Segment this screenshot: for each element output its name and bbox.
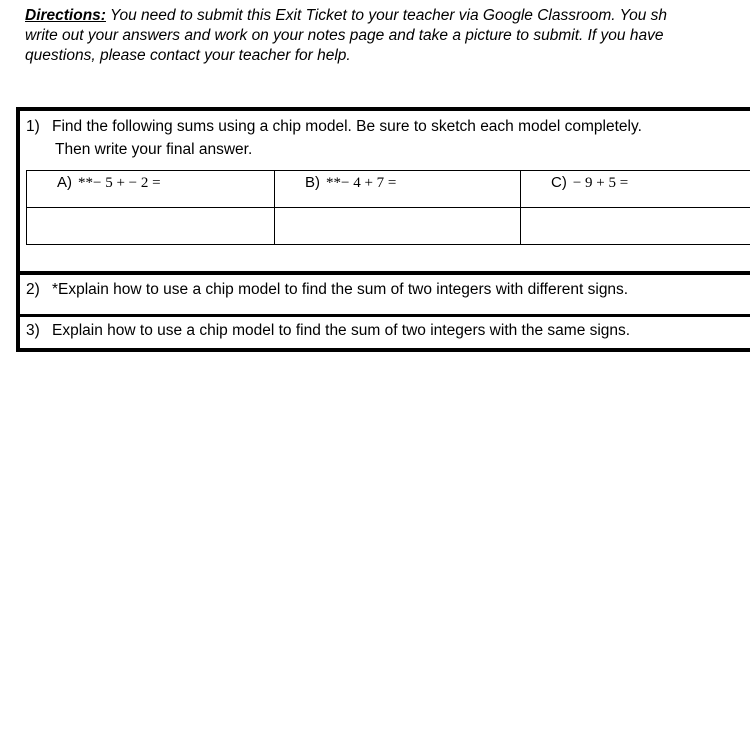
question-3-number: 3) — [26, 322, 40, 339]
question-1-text — [26, 115, 642, 161]
part-c-answer-cell[interactable] — [521, 208, 750, 245]
part-c-cell — [521, 171, 750, 208]
exit-ticket-table — [16, 107, 750, 352]
part-c-label: C) — [551, 174, 567, 191]
table-row — [27, 171, 750, 208]
part-b-answer-cell[interactable] — [275, 208, 521, 245]
part-b-label: B) — [305, 174, 320, 191]
question-1-line-1: Find the following sums using a chip model. Be sure to sketch each model completely. — [52, 118, 642, 135]
divider — [20, 271, 750, 275]
part-a-expression: **− 5 + − 2 = — [78, 175, 161, 191]
part-a-answer-cell[interactable] — [27, 208, 275, 245]
divider — [20, 314, 750, 317]
question-2-number: 2) — [26, 281, 40, 298]
part-a-label: A) — [57, 174, 72, 191]
part-b-expression: **− 4 + 7 = — [326, 175, 397, 191]
directions-line-3: questions, please contact your teacher for help. — [25, 47, 351, 64]
table-row — [27, 208, 750, 245]
question-2 — [26, 279, 628, 301]
question-2-text: *Explain how to use a chip model to find the sum of two integers with different signs. — [52, 281, 629, 298]
question-1-line-2: Then write your final answer. — [55, 141, 253, 158]
question-3-text: Explain how to use a chip model to find the sum of two integers with the same signs. — [52, 322, 631, 339]
question-1-number: 1) — [26, 118, 40, 135]
part-c-expression: − 9 + 5 = — [572, 175, 629, 191]
chip-model-table — [26, 170, 750, 245]
question-1 — [20, 111, 750, 275]
part-b-cell — [275, 171, 521, 208]
question-3 — [26, 320, 630, 342]
directions-line-1: Directions: You need to submit this Exit Ticket to your teacher via Google Classroom. You sh — [25, 7, 668, 24]
directions-label: Directions: — [25, 7, 106, 24]
part-a-cell — [27, 171, 275, 208]
directions-line-2: write out your answers and work on your notes page and take a picture to submit. If you have — [25, 27, 664, 44]
directions-block — [25, 6, 750, 66]
